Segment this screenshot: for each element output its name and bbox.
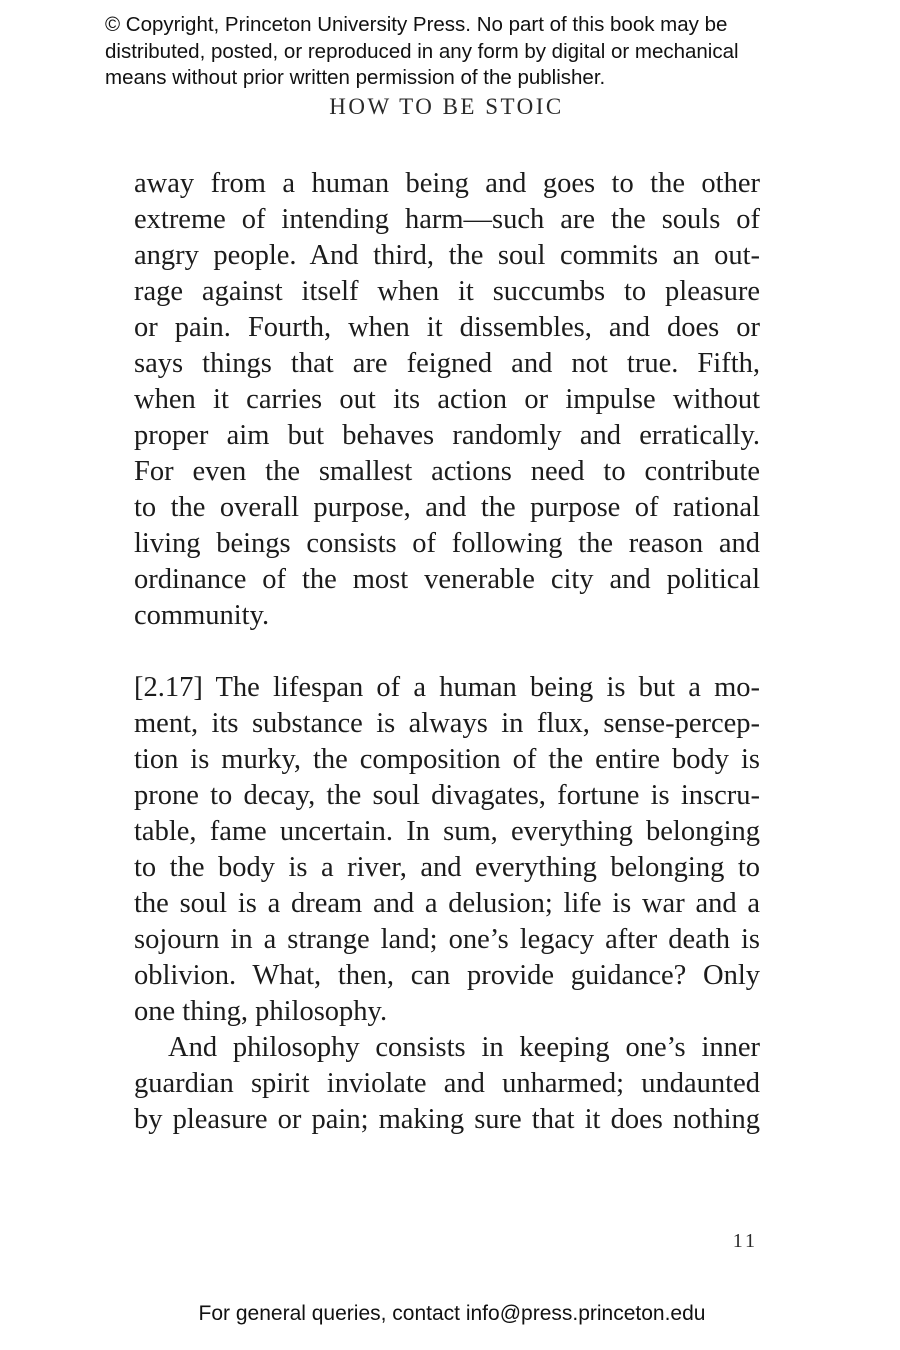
text-line: to the overall purpose, and the purpose of rational xyxy=(134,492,760,523)
text-line: prone to decay, the soul divagates, fortune is inscru- xyxy=(134,780,760,811)
text-line: one thing, philosophy. xyxy=(134,996,388,1027)
text-line: when it carries out its action or impulse without xyxy=(134,384,760,415)
footer-contact: For general queries, contact info@press.princeton.edu xyxy=(198,1302,706,1325)
text-line: by pleasure or pain; making sure that it does nothing xyxy=(134,1104,760,1135)
text-line: away from a human being and goes to the other xyxy=(134,168,760,199)
text-line: tion is murky, the composition of the entire body is xyxy=(134,744,760,775)
text-line: ordinance of the most venerable city and political xyxy=(134,564,760,595)
text-line: community. xyxy=(134,600,270,631)
text-line: oblivion. What, then, can provide guidance? Only xyxy=(134,960,760,991)
text-line: extreme of intending harm—such are the souls of xyxy=(134,204,760,235)
text-line: the soul is a dream and a delusion; life is war and a xyxy=(134,888,760,919)
text-line: And philosophy consists in keeping one’s inner xyxy=(168,1032,760,1063)
text-line: [2.17] The lifespan of a human being is but a mo- xyxy=(134,672,760,703)
text-line: rage against itself when it succumbs to pleasure xyxy=(134,276,760,307)
text-line: to the body is a river, and everything belonging to xyxy=(134,852,760,883)
copyright-line: means without prior written permission of the publisher. xyxy=(105,66,606,89)
text-line: guardian spirit inviolate and unharmed; undaunted xyxy=(134,1068,760,1099)
text-line: living beings consists of following the reason and xyxy=(134,528,760,559)
section-break xyxy=(134,634,760,670)
text-line: proper aim but behaves randomly and erratically. xyxy=(134,420,760,451)
running-head: HOW TO BE STOIC xyxy=(329,94,564,119)
copyright-line: distributed, posted, or reproduced in any form by digital or mechanical xyxy=(105,39,739,63)
paragraph xyxy=(134,670,760,1030)
text-line: ment, its substance is always in flux, sense-percep- xyxy=(134,708,760,739)
paragraph xyxy=(134,166,760,634)
text-line: says things that are feigned and not true. Fifth, xyxy=(134,348,760,379)
text-line: sojourn in a strange land; one’s legacy after death is xyxy=(134,924,760,955)
text-line: table, fame uncertain. In sum, everything belonging xyxy=(134,816,760,847)
copyright-line: © Copyright, Princeton University Press. No part of this book may be xyxy=(105,13,728,36)
copyright-notice xyxy=(105,12,825,92)
body-text xyxy=(134,166,760,1138)
text-line: For even the smallest actions need to contribute xyxy=(134,456,760,487)
text-line: angry people. And third, the soul commits an out- xyxy=(134,240,760,271)
page-number: 11 xyxy=(732,1230,758,1252)
paragraph xyxy=(134,1030,760,1138)
text-line: or pain. Fourth, when it dissembles, and does or xyxy=(134,312,760,343)
